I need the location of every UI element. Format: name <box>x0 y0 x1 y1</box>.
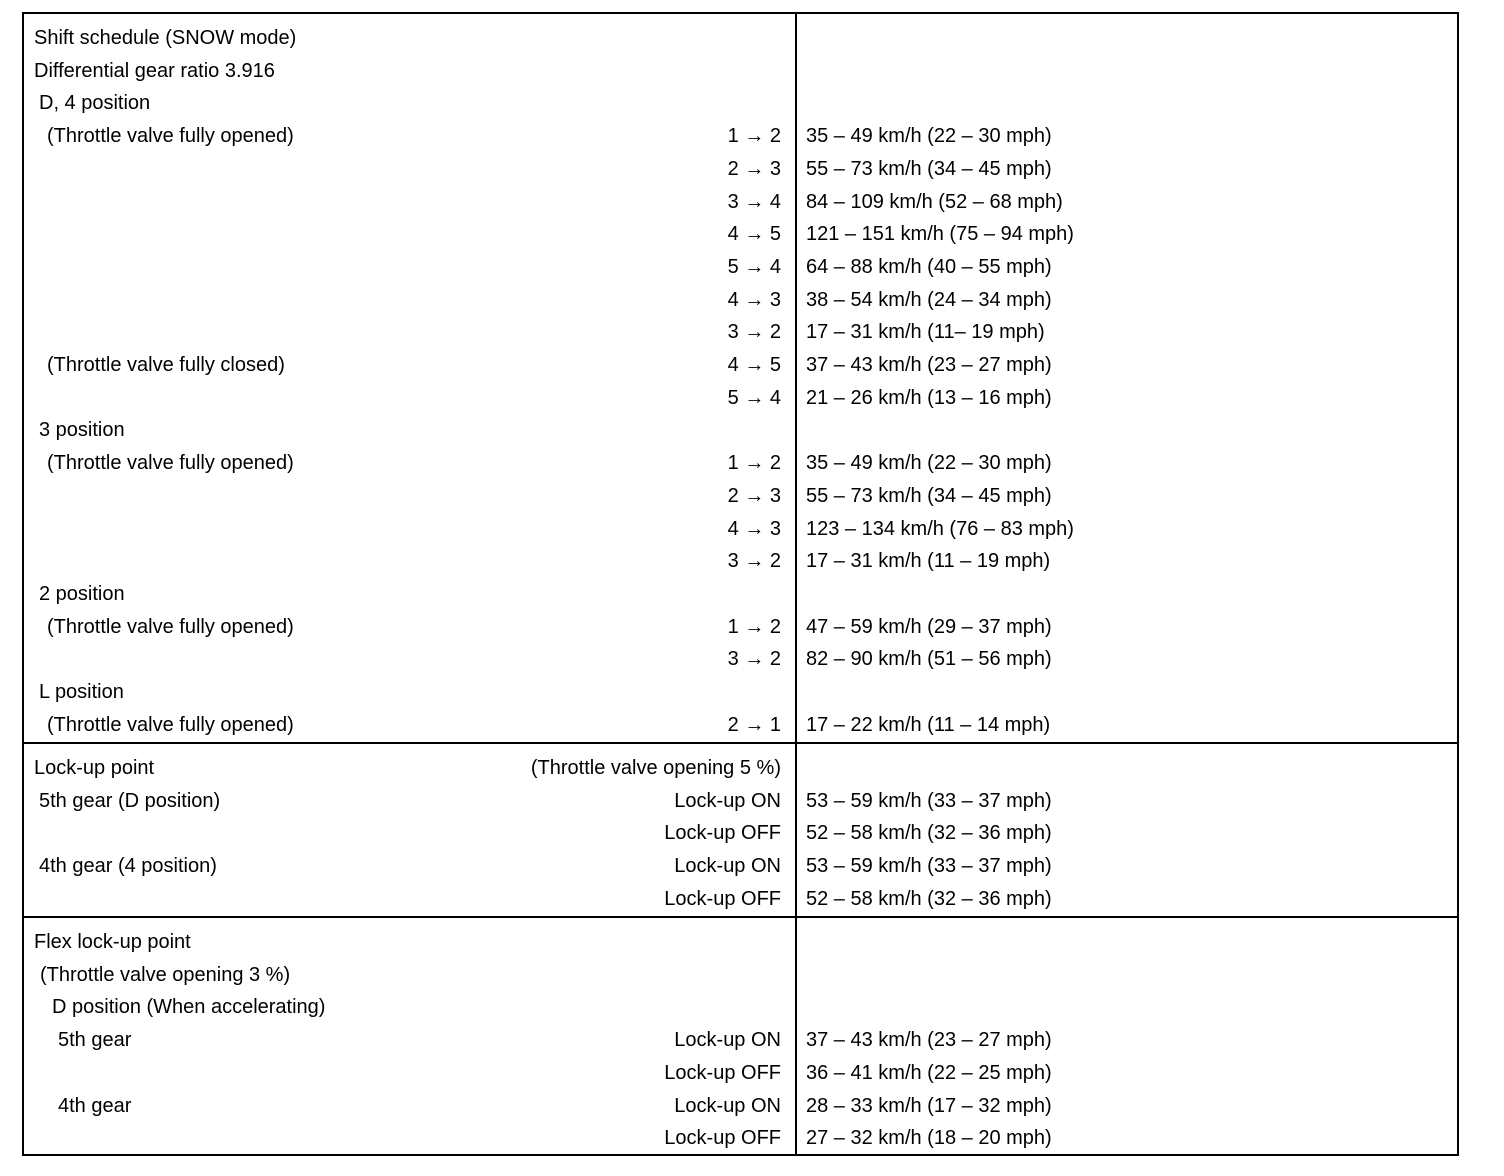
table-row <box>24 87 1457 120</box>
lockup-state: Lock-up ON <box>674 789 781 812</box>
throttle-note: (Throttle valve opening 3 %) <box>40 963 291 986</box>
table-row <box>24 991 1457 1024</box>
lockup-state: Lock-up ON <box>674 1094 781 1117</box>
speed-value: 37 – 43 km/h (23 – 27 mph) <box>806 1029 1052 1052</box>
speed-value: 27 – 32 km/h (18 – 20 mph) <box>806 1127 1052 1150</box>
shift-label: 4 → 3 <box>727 288 781 311</box>
lockup-state: Lock-up ON <box>674 1029 781 1052</box>
speed-value: 35 – 49 km/h (22 – 30 mph) <box>806 452 1052 475</box>
shift-label: 2 → 1 <box>727 713 781 736</box>
shift-label: 2 → 3 <box>727 157 781 180</box>
speed-value: 37 – 43 km/h (23 – 27 mph) <box>806 354 1052 376</box>
condition-label: (Throttle valve fully opened) <box>47 125 294 148</box>
shift-label: 3 → 4 <box>727 190 781 213</box>
table-row <box>24 709 1457 742</box>
table-row <box>24 578 1457 611</box>
lockup-state: Lock-up OFF <box>664 887 781 910</box>
position-label: D, 4 position <box>39 92 151 115</box>
condition-label: (Throttle valve fully opened) <box>47 713 294 736</box>
position-label: L position <box>39 681 124 703</box>
table-row <box>24 120 1457 153</box>
lockup-state: Lock-up OFF <box>664 1061 781 1084</box>
shift-label: 4 → 5 <box>727 223 781 246</box>
table-row <box>24 1057 1457 1090</box>
shift-label: 1 → 2 <box>727 452 781 475</box>
table-row <box>24 55 1457 88</box>
table-row <box>24 1122 1457 1155</box>
position-label: 3 position <box>39 419 125 442</box>
table-row <box>24 513 1457 546</box>
section-title: Shift schedule (SNOW mode) <box>34 27 297 49</box>
table-row <box>24 414 1457 447</box>
table-row <box>24 22 1457 55</box>
table-row <box>24 382 1457 415</box>
speed-value: 121 – 151 km/h (75 – 94 mph) <box>806 223 1074 246</box>
table-row <box>24 284 1457 317</box>
speed-value: 53 – 59 km/h (33 – 37 mph) <box>806 855 1052 878</box>
position-label: D position (When accelerating) <box>52 996 326 1019</box>
shift-label: 1 → 2 <box>727 615 781 638</box>
table-row <box>24 785 1457 818</box>
speed-value: 55 – 73 km/h (34 – 45 mph) <box>806 484 1052 507</box>
gear-label: 5th gear <box>58 1029 132 1052</box>
shift-label: 1 → 2 <box>727 125 781 148</box>
table-row <box>24 153 1457 186</box>
table-row <box>24 1024 1457 1057</box>
speed-value: 17 – 31 km/h (11 – 19 mph) <box>806 550 1051 573</box>
shift-label: 3 → 2 <box>727 648 781 671</box>
speed-value: 55 – 73 km/h (34 – 45 mph) <box>806 157 1052 180</box>
lockup-state: Lock-up OFF <box>664 822 781 845</box>
speed-value: 84 – 109 km/h (52 – 68 mph) <box>806 190 1063 213</box>
speed-value: 36 – 41 km/h (22 – 25 mph) <box>806 1061 1052 1084</box>
table-row <box>24 251 1457 284</box>
section-divider <box>24 916 1457 918</box>
speed-value: 38 – 54 km/h (24 – 34 mph) <box>806 288 1052 311</box>
table-row <box>24 447 1457 480</box>
shift-label: 5 → 4 <box>727 255 781 278</box>
table-row <box>24 611 1457 644</box>
gear-label: 5th gear (D position) <box>39 789 221 812</box>
throttle-note: (Throttle valve opening 5 %) <box>530 757 781 779</box>
shift-label: 3 → 2 <box>727 550 781 573</box>
speed-value: 53 – 59 km/h (33 – 37 mph) <box>806 789 1052 812</box>
shift-label: 5 → 4 <box>727 386 781 409</box>
section-title: Lock-up point <box>34 757 155 779</box>
speed-value: 17 – 22 km/h (11 – 14 mph) <box>806 713 1051 736</box>
table-row <box>24 1090 1457 1123</box>
speed-value: 82 – 90 km/h (51 – 56 mph) <box>806 648 1052 671</box>
gear-ratio-label: Differential gear ratio 3.916 <box>34 59 275 82</box>
gear-label: 4th gear (4 position) <box>39 855 217 878</box>
speed-value: 21 – 26 km/h (13 – 16 mph) <box>806 386 1052 409</box>
section-title: Flex lock-up point <box>34 931 191 953</box>
table-row <box>24 676 1457 709</box>
speed-value: 64 – 88 km/h (40 – 55 mph) <box>806 255 1052 278</box>
spec-table <box>22 12 1459 1156</box>
gear-label: 4th gear <box>58 1094 132 1117</box>
speed-value: 52 – 58 km/h (32 – 36 mph) <box>806 887 1052 910</box>
speed-value: 28 – 33 km/h (17 – 32 mph) <box>806 1094 1052 1117</box>
table-row <box>24 545 1457 578</box>
table-row <box>24 817 1457 850</box>
table-row <box>24 959 1457 992</box>
table-row <box>24 926 1457 959</box>
table-row <box>24 850 1457 883</box>
table-row <box>24 643 1457 676</box>
lockup-state: Lock-up ON <box>674 855 781 878</box>
table-row <box>24 316 1457 349</box>
table-row <box>24 883 1457 916</box>
shift-label: 4 → 3 <box>727 517 781 540</box>
section-divider <box>24 742 1457 744</box>
table-row <box>24 218 1457 251</box>
condition-label: (Throttle valve fully opened) <box>47 452 294 475</box>
condition-label: (Throttle valve fully opened) <box>47 615 294 638</box>
shift-label: 4 → 5 <box>727 354 781 376</box>
table-row <box>24 349 1457 382</box>
table-row <box>24 752 1457 785</box>
speed-value: 52 – 58 km/h (32 – 36 mph) <box>806 822 1052 845</box>
speed-value: 17 – 31 km/h (11– 19 mph) <box>806 321 1045 344</box>
position-label: 2 position <box>39 582 125 605</box>
shift-label: 3 → 2 <box>727 321 781 344</box>
table-row <box>24 480 1457 513</box>
lockup-state: Lock-up OFF <box>664 1127 781 1150</box>
condition-label: (Throttle valve fully closed) <box>47 354 285 376</box>
speed-value: 123 – 134 km/h (76 – 83 mph) <box>806 517 1074 540</box>
speed-value: 47 – 59 km/h (29 – 37 mph) <box>806 615 1052 638</box>
shift-label: 2 → 3 <box>727 484 781 507</box>
table-row <box>24 186 1457 219</box>
speed-value: 35 – 49 km/h (22 – 30 mph) <box>806 125 1052 148</box>
